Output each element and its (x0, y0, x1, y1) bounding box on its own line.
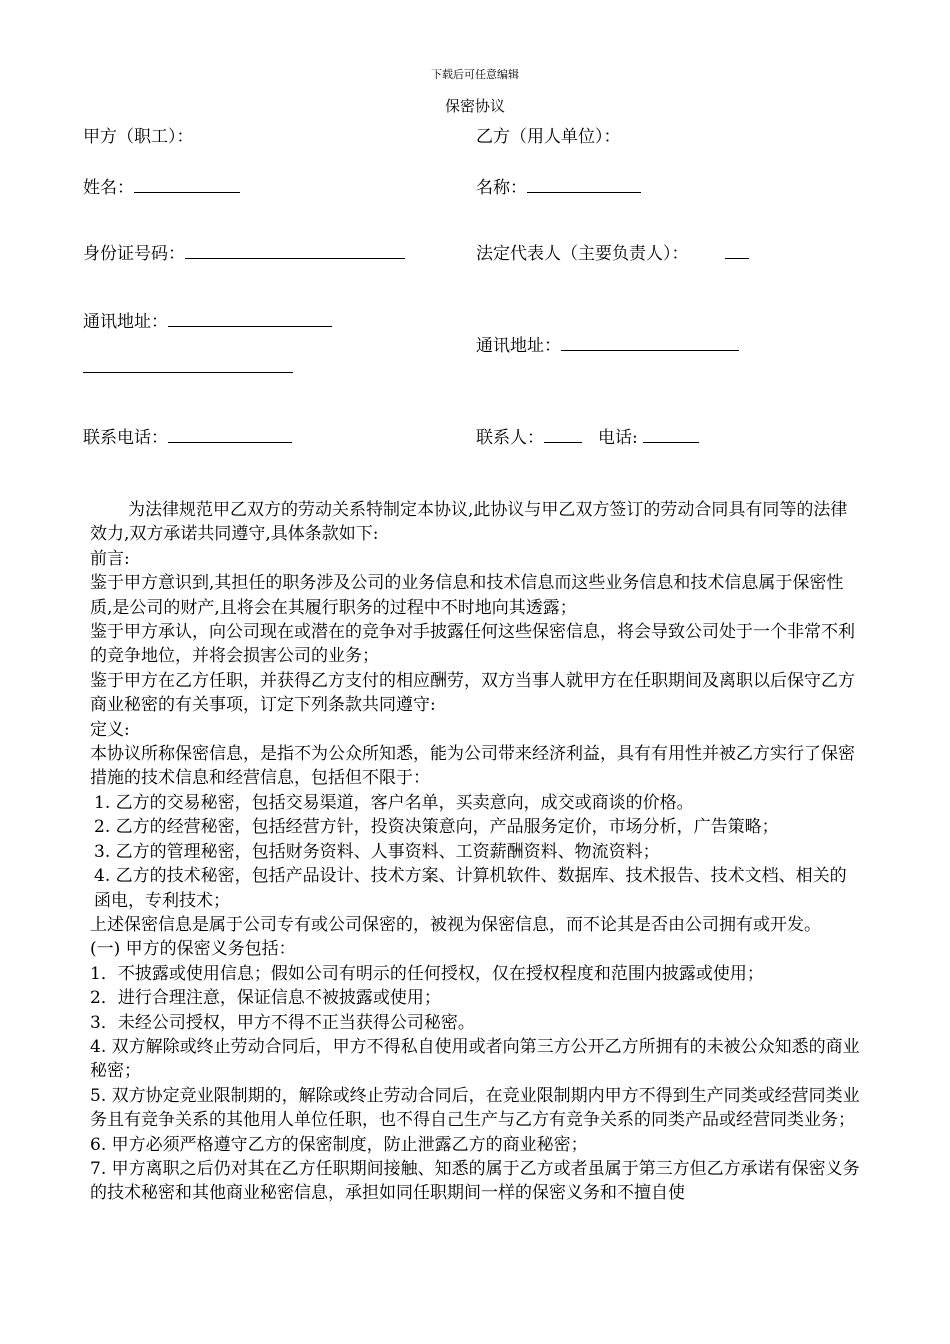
party-a-address-field (83, 310, 332, 333)
party-a-address-label: 通讯地址： (83, 312, 168, 332)
party-a-name-field (83, 176, 240, 199)
body-paragraph: 6. 甲方必须严格遵守乙方的保密制度，防止泄露乙方的商业秘密； (90, 1134, 588, 1155)
body-paragraph: 3. 乙方的管理秘密，包括财务资料、人事资料、工资薪酬资料、物流资料； (94, 841, 660, 862)
body-paragraph: 1. 乙方的交易秘密，包括交易渠道，客户名单，买卖意向，成交或商谈的价格。 (94, 792, 694, 813)
body-paragraph: 鉴于甲方意识到,其担任的职务涉及公司的业务信息和技术信息而这些业务信息和技术信息属于保密性质,是公司的财产,且将会在其履行职务的过程中不时地向其透露； (90, 573, 844, 618)
party-b-phone-blank[interactable] (643, 426, 699, 443)
party-b-rep-field (476, 242, 749, 265)
party-a-id-field (83, 242, 405, 265)
party-b-name-blank[interactable] (527, 176, 641, 193)
party-a-address-blank-2[interactable] (83, 356, 293, 373)
party-a-name-blank[interactable] (134, 176, 240, 193)
body-paragraph: 鉴于甲方承认，向公司现在或潜在的竞争对手披露任何这些保密信息，将会导致公司处于一个非常不利的竞争地位，并将会损害公司的业务； (90, 622, 855, 667)
party-b-name-label: 名称： (476, 178, 527, 198)
party-a-id-blank[interactable] (185, 242, 405, 259)
body-paragraph: 1．不披露或使用信息；假如公司有明示的任何授权，仅在授权程度和范围内披露或使用； (90, 963, 764, 984)
body-paragraph: 前言: (90, 548, 130, 569)
party-b-phone-label: 电话: (598, 428, 644, 448)
party-b-name-field (476, 176, 641, 199)
party-a-heading: 甲方（职工）： (83, 127, 194, 147)
body-paragraph: 为法律规范甲乙双方的劳动关系特制定本协议,此协议与甲乙双方签订的劳动合同具有同等的法律效力,双方承诺共同遵守,具体条款如下: (90, 500, 848, 545)
body-paragraph: 上述保密信息是属于公司专有或公司保密的，被视为保密信息，而不论其是否由公司拥有或开发。 (90, 914, 821, 935)
party-a-phone-blank[interactable] (168, 426, 292, 443)
body-paragraph: 定义: (90, 719, 130, 740)
party-a-address-blank[interactable] (168, 310, 332, 327)
header-note: 下载后可任意编辑 (431, 68, 519, 81)
body-paragraph: 2. 乙方的经营秘密，包括经营方针，投资决策意向，产品服务定价，市场分析，广告策略； (94, 817, 779, 838)
body-paragraph: (一) 甲方的保密义务包括： (90, 939, 296, 960)
party-b-contact-field (476, 426, 699, 449)
body-paragraph: 本协议所称保密信息，是指不为公众所知悉，能为公司带来经济利益，具有有用性并被乙方实行了保密措施的技术信息和经营信息，包括但不限于： (90, 744, 855, 789)
body-paragraph: 4. 乙方的技术秘密，包括产品设计、技术方案、计算机软件、数据库、技术报告、技术文档、相关的函电，专利技术； (94, 866, 847, 911)
body-paragraph: 4. 双方解除或终止劳动合同后，甲方不得私自使用或者向第三方公开乙方所拥有的未被公众知悉的商业秘密； (90, 1036, 860, 1082)
body-paragraph: 5. 双方协定竞业限制期的，解除或终止劳动合同后，在竞业限制期内甲方不得到生产同类或经营同类业务且有竞争关系的其他用人单位任职，也不得自己生产与乙方有竞争关系的同类产品或经营同类业务； (90, 1085, 860, 1131)
party-b-contact-label: 联系人： (476, 428, 544, 448)
agreement-body (90, 498, 862, 1206)
party-a-address-line2 (83, 356, 293, 379)
party-b-rep-blank[interactable] (725, 242, 749, 259)
party-a-phone-label: 联系电话： (83, 428, 168, 448)
party-a-name-label: 姓名： (83, 178, 134, 198)
body-paragraph: 3．未经公司授权，甲方不得不正当获得公司秘密。 (90, 1012, 475, 1033)
body-paragraph: 鉴于甲方在乙方任职，并获得乙方支付的相应酬劳，双方当事人就甲方在任职期间及离职以后保守乙方商业秘密的有关事项，订定下列条款共同遵守: (90, 670, 855, 716)
party-b-address-label: 通讯地址： (476, 336, 561, 356)
document-title: 保密协议 (444, 97, 505, 115)
party-a-phone-field (83, 426, 292, 449)
party-b-address-field (476, 334, 739, 357)
party-b-contact-blank[interactable] (544, 426, 582, 443)
body-paragraph: 2．进行合理注意，保证信息不被披露或使用； (90, 988, 441, 1009)
party-a-id-label: 身份证号码： (83, 244, 185, 264)
party-b-address-blank[interactable] (561, 334, 739, 351)
body-paragraph: 7. 甲方离职之后仍对其在乙方任职期间接触、知悉的属于乙方或者虽属于第三方但乙方承诺有保密义务的技术秘密和其他商业秘密信息，承担如同任职期间一样的保密义务和不擅自使 (90, 1158, 860, 1204)
party-b-heading: 乙方（用人单位）： (476, 127, 621, 147)
party-b-rep-label: 法定代表人（主要负责人）： (476, 244, 689, 264)
